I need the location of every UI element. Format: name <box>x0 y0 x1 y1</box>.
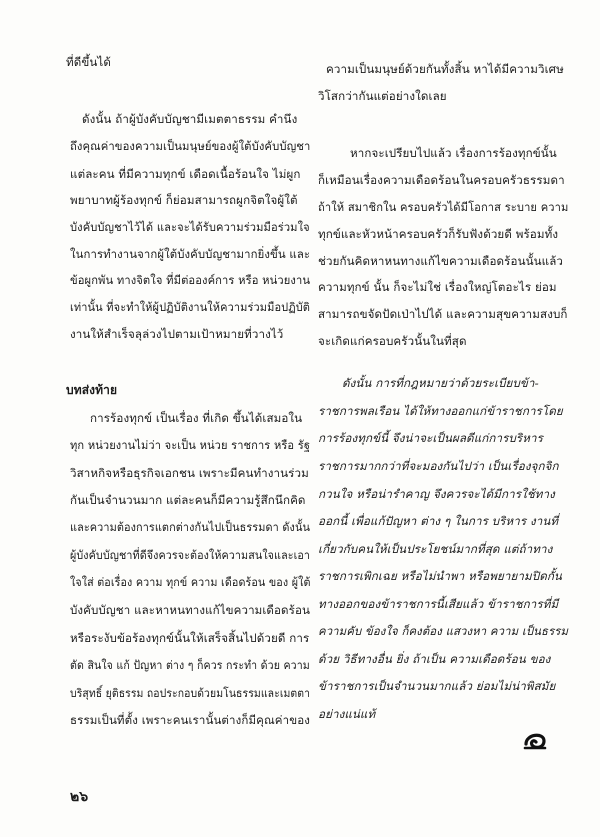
text-line: ข้อผูกพัน ทางจิตใจ ที่มีต่อองค์การ หรือ หน่วยงาน <box>70 273 311 287</box>
text-line: แต่ละคน ที่มีความทุกข์ เดือดเนื้อร้อนใจ ไม่ผูก <box>70 167 301 181</box>
text-line: พยาบาทผู้ร้องทุกข์ ก็ย่อมสามารถผูกจิตใจผู้ใต้ <box>70 193 298 207</box>
text-line: ทุก หน่วยงานไม่ว่า จะเป็น หน่วย ราชการ หรือ รัฐ <box>70 438 311 452</box>
text-line: หรือระงับข้อร้องทุกข์นั้นให้เสร็จสิ้นไปด้วยดี การ <box>70 631 310 645</box>
text-line: วิสาหกิจหรือธุรกิจเอกชน เพราะมีคนทำงานร่วม <box>70 466 309 480</box>
text-line: ใจใส่ ต่อเรื่อง ความ ทุกข์ ความ เดือดร้อน ของ ผู้ใต้ <box>70 575 311 589</box>
text-line: วิโสกว่ากันแต่อย่างใดเลย <box>318 89 447 103</box>
text-line: กันเป็นจำนวนมาก แต่ละคนก็มีความรู้สึกนึกคิด <box>70 493 306 507</box>
text-line: ตัด สินใจ แก้ ปัญหา ต่าง ๆ ก็ควร กระทำ ด้วย ความ <box>70 658 310 672</box>
text-line: ในการทำงานจากผู้ใต้บังคับบัญชามากยิ่งขึ้น และ <box>70 247 311 261</box>
text-line: ทางออกของข้าราชการนี้เสียแล้ว ข้าราชการที่มี <box>318 597 559 611</box>
text-line: อย่างแน่แท้ <box>318 707 376 721</box>
text-line: ความทุกข์ นั้น ก็จะไม่ใช่ เรื่องใหญ่โตอะไร ย่อม <box>318 280 557 294</box>
text-line: เกี่ยวกับคนให้เป็นประโยชน์มากที่สุด แต่ถ้าทาง <box>318 542 553 556</box>
text-line: ธรรมเป็นที่ตั้ง เพราะคนเรานั้นต่างก็มีคุณค่าของ <box>70 713 310 727</box>
text-line: หากจะเปรียบไปแล้ว เรื่องการร้องทุกข์นั้น <box>350 146 557 160</box>
text-line: การร้องทุกข์นี้ จึงน่าจะเป็นผลดีแก่การบริหาร <box>318 431 543 445</box>
text-line: ก็เหมือนเรื่องความเดือดร้อนในครอบครัวธรรมดา <box>318 173 565 187</box>
text-line: เท่านั้น ที่จะทำให้ผู้ปฏิบัติงานให้ความร่วมมือปฏิบัติ <box>70 300 311 314</box>
text-line: ราชการพลเรือน ได้ให้ทางออกแก่ข้าราชการโดย <box>318 404 563 418</box>
page-number: ๒๖ <box>70 789 89 805</box>
text-line: ด้วย วิธีทางอื่น ยิ่ง ถ้าเป็น ความเดือดร้อน ของ <box>318 652 551 666</box>
text-line: ออกนี้ เพื่อแก้ปัญหา ต่าง ๆ ในการ บริหาร งานที่ <box>318 514 559 528</box>
text-line: จะเกิดแก่ครอบครัวนั้นในที่สุด <box>318 334 467 348</box>
text-line: การร้องทุกข์ เป็นเรื่อง ที่เกิด ขึ้นได้เสมอใน <box>90 411 303 425</box>
text-line: ราชการเพิกเฉย หรือไม่นำพา หรือพยายามปิดกั้น <box>318 569 562 583</box>
text-line: และความต้องการแตกต่างกันไปเป็นธรรมดา ดังนั้น <box>70 520 311 534</box>
text-line: บริสุทธิ์ ยุติธรรม ถอประกอบด้วยมโนธรรมและเมตตา <box>70 686 311 700</box>
text-line: ทุกข์และหัวหน้าครอบครัวก็รับฟังด้วยดี พร้อมทั้ง <box>318 227 559 241</box>
text-line: กวนใจ หรือน่ารำคาญ จึงควรจะได้มีการใช้ทาง <box>318 487 555 501</box>
text-line: ความเป็นมนุษย์ด้วยกันทั้งสิ้น หาได้มีความวิเศษ <box>326 62 564 76</box>
text-line: งานให้สำเร็จลุล่วงไปตามเป้าหมายที่วางไว้ <box>70 327 284 341</box>
text-line: ความคับ ข้องใจ ก็คงต้อง แสวงหา ความ เป็นธรรม <box>318 624 569 638</box>
text-line: ดังนั้น การที่กฎหมายว่าด้วยระเบียบข้า- <box>342 376 539 390</box>
text-line: ราชการมากกว่าที่จะมองกันไปว่า เป็นเรื่องจุกจิก <box>318 459 559 473</box>
text-line: ช่วยกันคิดหาหนทางแก้ไขความเดือดร้อนนั้นแล้ว <box>318 254 564 268</box>
text-line: ถ้าให้ สมาชิกใน ครอบครัวได้มีโอกาส ระบาย ความ <box>318 200 569 214</box>
text-line: ข้าราชการเป็นจำนวนมากแล้ว ย่อมไม่น่าพิสมัย <box>318 679 556 693</box>
text-line: บังคับบัญชา และหาหนทางแก้ไขความเดือดร้อน <box>70 603 310 617</box>
section-heading: บทส่งท้าย <box>66 383 118 397</box>
text-line: ดังนั้น ถ้าผู้บังคับบัญชามีเมตตาธรรม คำนึง <box>82 112 298 126</box>
text-line: ที่ดีขึ้นได้ <box>66 55 111 69</box>
text-line: สามารถขจัดปัดเป่าไปได้ และความสุขความสงบก็ <box>318 307 568 321</box>
text-line: บังคับบัญชาไว้ได้ และจะได้รับความร่วมมือร่วมใจ <box>70 220 310 234</box>
text-line: ผู้บังคับบัญชาที่ดีจึงควรจะต้องให้ความสนใจและเอา <box>70 548 311 562</box>
text-line: ถึงคุณค่าของความเป็นมนุษย์ของผู้ใต้บังคับบัญชา <box>70 139 311 153</box>
thai-numeral-two-emblem-icon <box>523 729 547 751</box>
